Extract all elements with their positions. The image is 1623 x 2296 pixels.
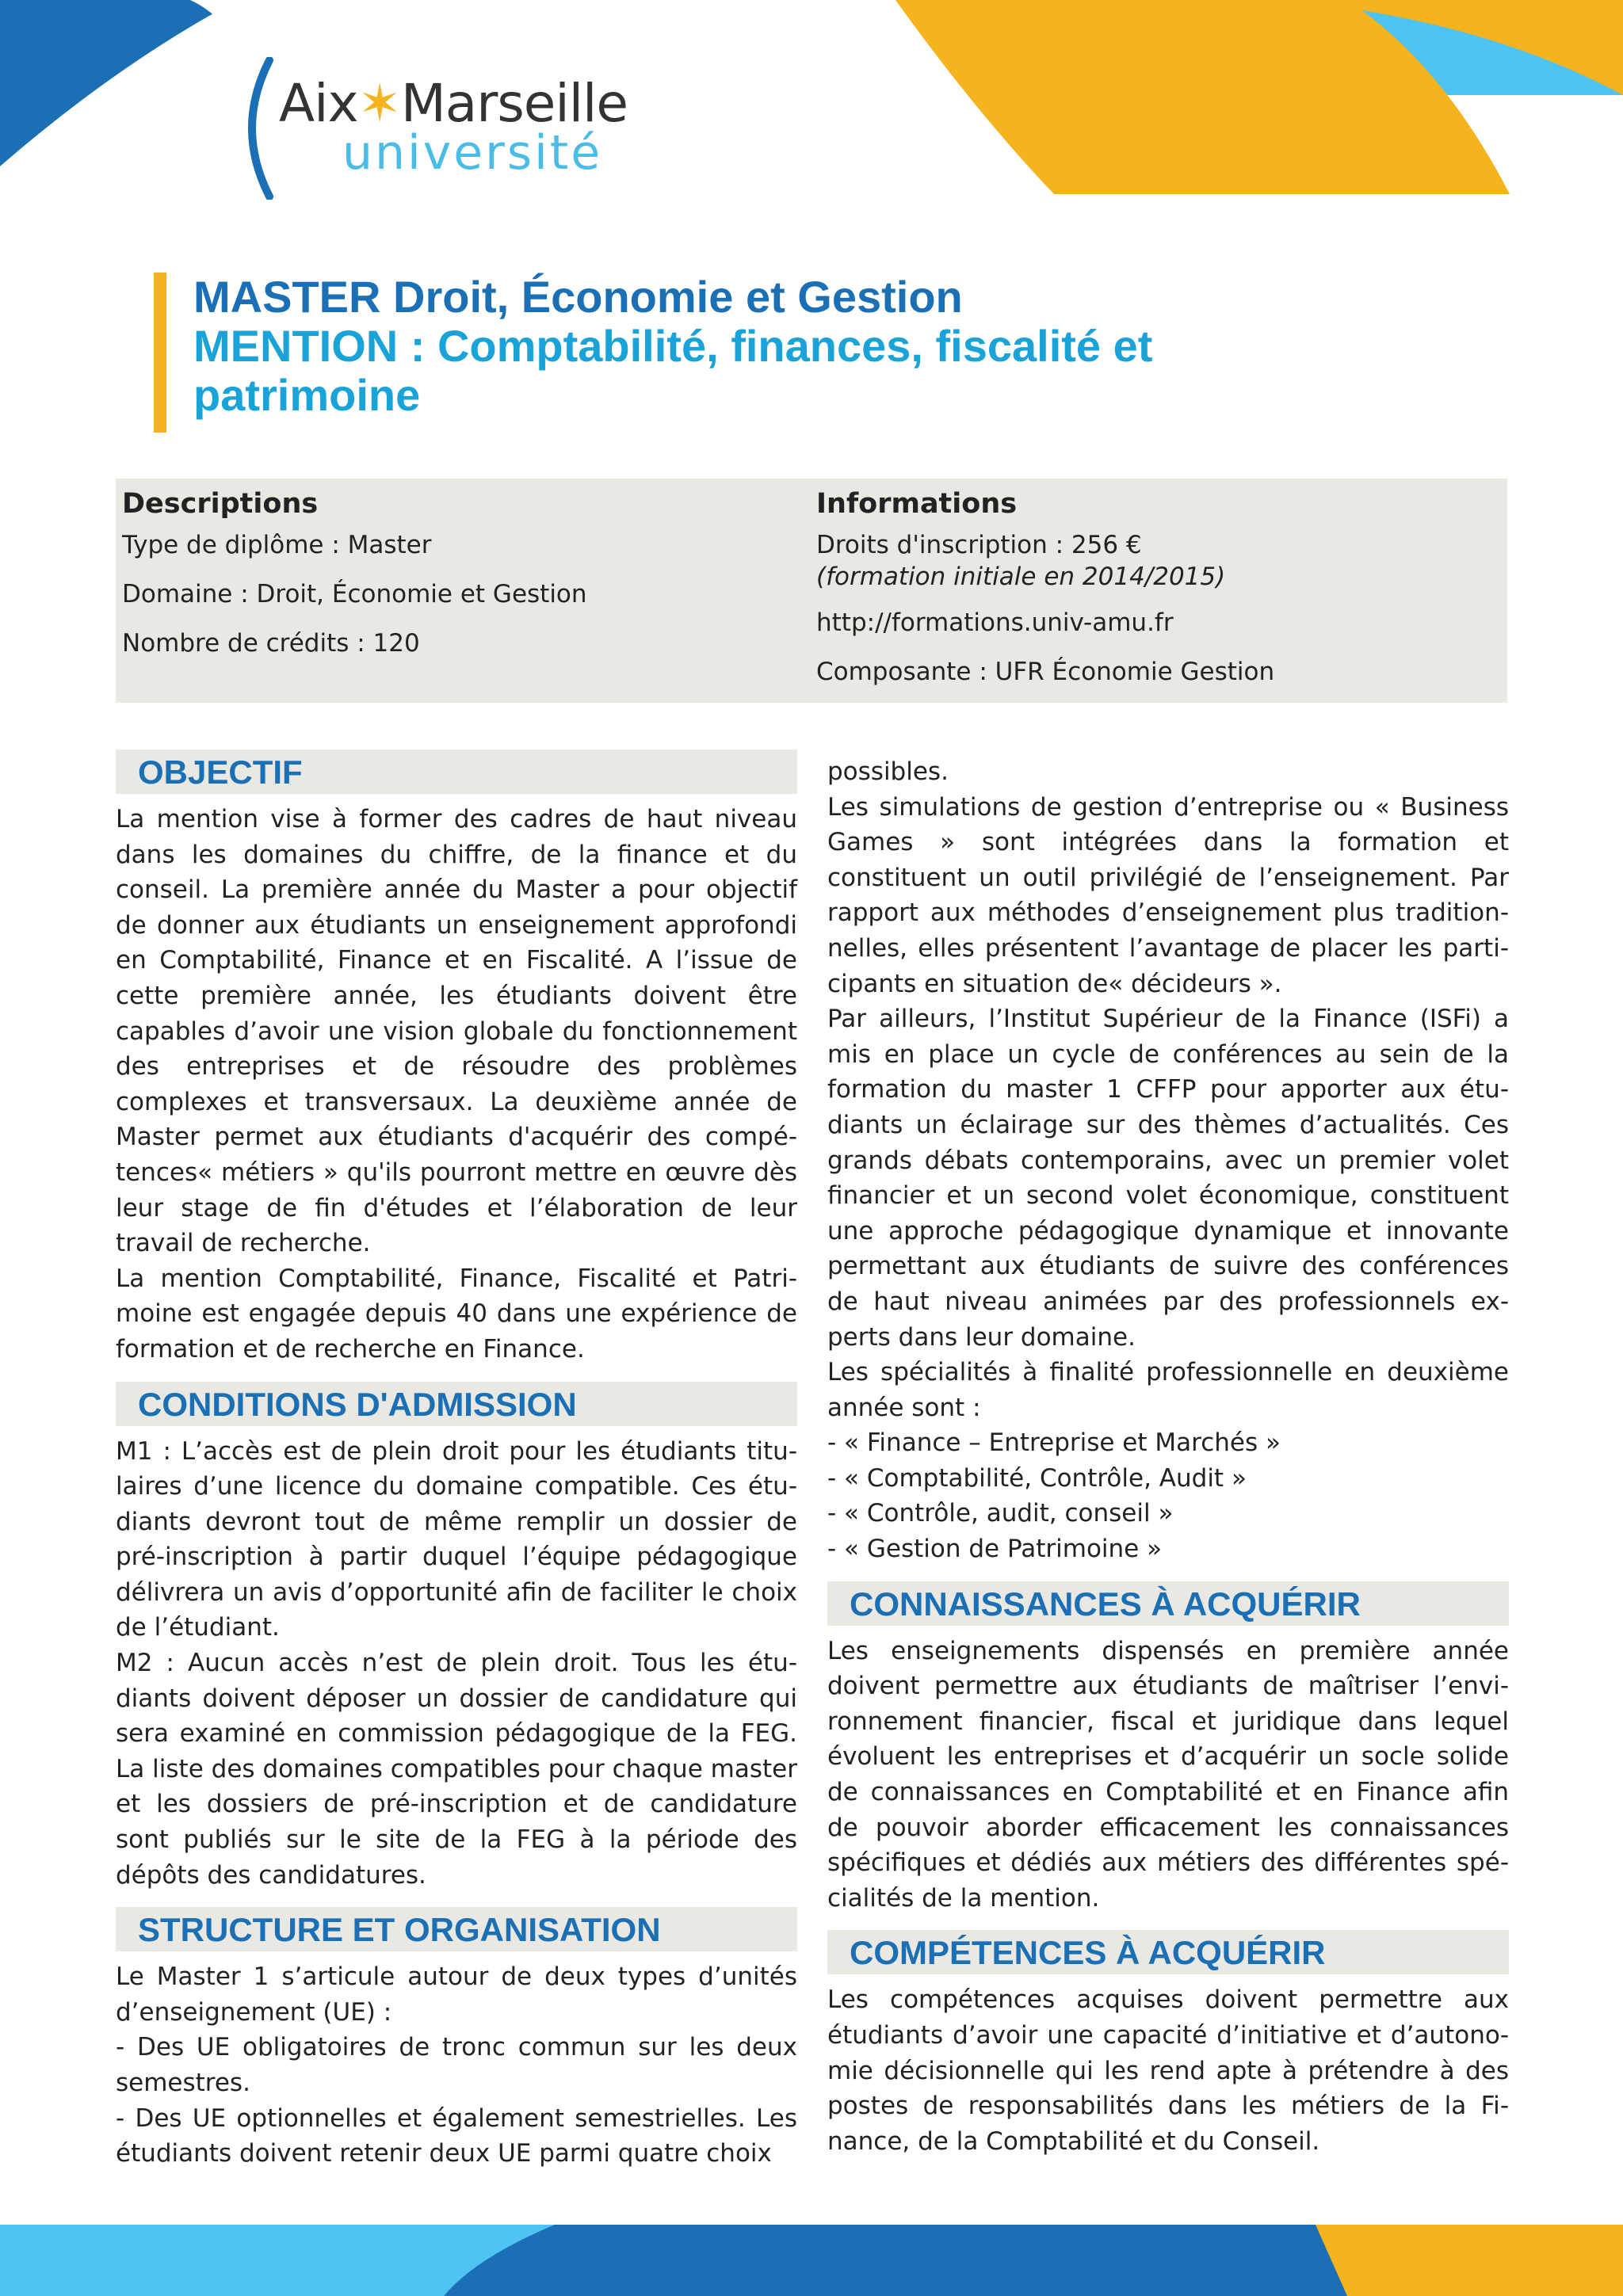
- university-logo: [235, 57, 647, 200]
- left-column: [116, 749, 797, 2172]
- list-item: - « Contrôle, audit, conseil »: [827, 1499, 1174, 1528]
- page-title: [154, 273, 1501, 420]
- list-item: - « Finance – Entreprise et Marchés »: [827, 1428, 1281, 1458]
- structure-paragraph-6: Par ailleurs, l’Institut Supérieur de la Finance (ISFi) a mis en place un cycle de conférences au sein de la formation du master 1 CFFP pour apporter aux étudiants un éclairage sur des thèmes d’actualités. Ces grands débats contemporains, avec un premier volet financier et un second volet économique, constituent une approche pédagogique dynamique et innovante permettant aux étudiants de suivre des conférences de haut niveau animées par des professionnels experts dans leur domaine.: [827, 1005, 1509, 1352]
- formations-link[interactable]: http://formations.univ-amu.fr: [816, 608, 1174, 637]
- descriptions-heading: Descriptions: [122, 488, 319, 520]
- domain: Domaine : Droit, Économie et Gestion: [122, 580, 587, 608]
- descriptions-column: [122, 479, 587, 677]
- structure-paragraph-1: Le Master 1 s’articule autour de deux types d’unités d’enseignement (UE) :: [116, 1962, 797, 2027]
- admission-paragraph-2: M2 : Aucun accès n’est de plein droit. Tous les étudiants doivent déposer un dossier de candidature qui sera examiné en commission pédagogique de la FEG. La liste des domaines compatibles pour chaque master et les dossiers de pré-inscription et de candidature sont publiés sur le site de la FEG à la période des dépôts des candidatures.: [116, 1649, 797, 1890]
- structure-paragraph-4: possibles.: [827, 757, 949, 786]
- logo-line1: Aix✶Marseille: [279, 73, 628, 134]
- title-mention: MENTION : Comptabilité, finances, fiscalité et patrimoine: [193, 321, 1153, 420]
- informations-column: [816, 479, 1274, 705]
- right-column: [827, 754, 1509, 2159]
- section-heading-connaissances: CONNAISSANCES À ACQUÉRIR: [827, 1581, 1509, 1626]
- logo-line2: université: [342, 125, 603, 181]
- composante: Composante : UFR Économie Gestion: [816, 658, 1275, 686]
- admission-paragraph-1: M1 : L’accès est de plein droit pour les étudiants titulaires d’une licence du domaine compatible. Ces étudiants devront tout de même remplir un dossier de pré-inscription à partir duquel l’équipe pédagogique délivrera un avis d’opportunité afin de faciliter le choix de l’étudiant.: [116, 1436, 797, 1642]
- registration-fees: Droits d'inscription : 256 €: [816, 531, 1142, 559]
- logo-bracket-icon: [235, 57, 274, 200]
- structure-paragraph-7: Les spécialités à finalité professionnelle en deuxième année sont :: [827, 1358, 1509, 1422]
- structure-paragraph-3: - Des UE optionnelles et également semestrielles. Les étudiants doivent retenir deux UE parmi quatre choix: [116, 2103, 797, 2168]
- objectif-paragraph-1: La mention vise à former des cadres de haut niveau dans les domaines du chiffre, de la finance et du conseil. La première année du Master a pour objectif de donner aux étudiants un enseignement approfondi en Comptabilité, Finance et en Fiscalité. A l’issue de cette première année, les étudiants doivent être capables d’avoir une vision globale du fonctionnement des entreprises et de résoudre des problèmes complexes et transversaux. La deuxième année de Master permet aux étudiants d'acquérir des compétences« métiers » qu'ils pourront mettre en œuvre dès leur stage de fin d'études et l’élaboration de leur travail de recherche.: [116, 805, 797, 1258]
- diploma-type: Type de diplôme : Master: [122, 531, 432, 559]
- structure-paragraph-5: Les simulations de gestion d’entreprise ou « Business Games » sont intégrées dans la formation et constituent un outil privilégié de l’enseignement. Par rapport aux méthodes d’enseignement plus traditionnelles, elles présentent l’avantage de placer les participants en situation de« décideurs ».: [827, 792, 1509, 998]
- logo-star-icon: ✶: [357, 73, 401, 134]
- connaissances-paragraph: Les enseignements dispensés en première année doivent permettre aux étudiants de maîtriser l’environnement financier, fiscal et juridique dans lequel évoluent les entreprises et d’acquérir un socle solide de connaissances en Comptabilité et en Finance afin de pouvoir aborder efficacement les connaissances spécifiques et dédiés aux métiers des différentes spécialités de la mention.: [827, 1636, 1509, 1913]
- title-accent-bar: [154, 273, 166, 433]
- informations-heading: Informations: [816, 488, 1018, 520]
- list-item: - « Gestion de Patrimoine »: [827, 1535, 1163, 1564]
- structure-paragraph-2: - Des UE obligatoires de tronc commun sur les deux semestres.: [116, 2033, 797, 2097]
- section-heading-competences: COMPÉTENCES À ACQUÉRIR: [827, 1930, 1509, 1974]
- objectif-paragraph-2: La mention Comptabilité, Finance, Fiscalité et Patrimoine est engagée depuis 40 dans une expérience de formation et de recherche en Finance.: [116, 1264, 797, 1363]
- title-master: MASTER Droit, Économie et Gestion: [193, 272, 963, 322]
- registration-fees-note: (formation initiale en 2014/2015): [816, 563, 1226, 591]
- competences-paragraph: Les compétences acquises doivent permettre aux étudiants d’avoir une capacité d’initiative et d’autonomie décisionnelle qui les rend apte à prétendre à des postes de responsabilités dans les métiers de la Finance, de la Comptabilité et du Conseil.: [827, 1985, 1509, 2156]
- section-heading-structure: STRUCTURE ET ORGANISATION: [116, 1907, 797, 1951]
- info-panel: [116, 479, 1507, 703]
- section-heading-objectif: OBJECTIF: [116, 749, 797, 794]
- list-item: - « Comptabilité, Contrôle, Audit »: [827, 1463, 1247, 1493]
- section-heading-admission: CONDITIONS D'ADMISSION: [116, 1382, 797, 1426]
- credits: Nombre de crédits : 120: [122, 629, 420, 658]
